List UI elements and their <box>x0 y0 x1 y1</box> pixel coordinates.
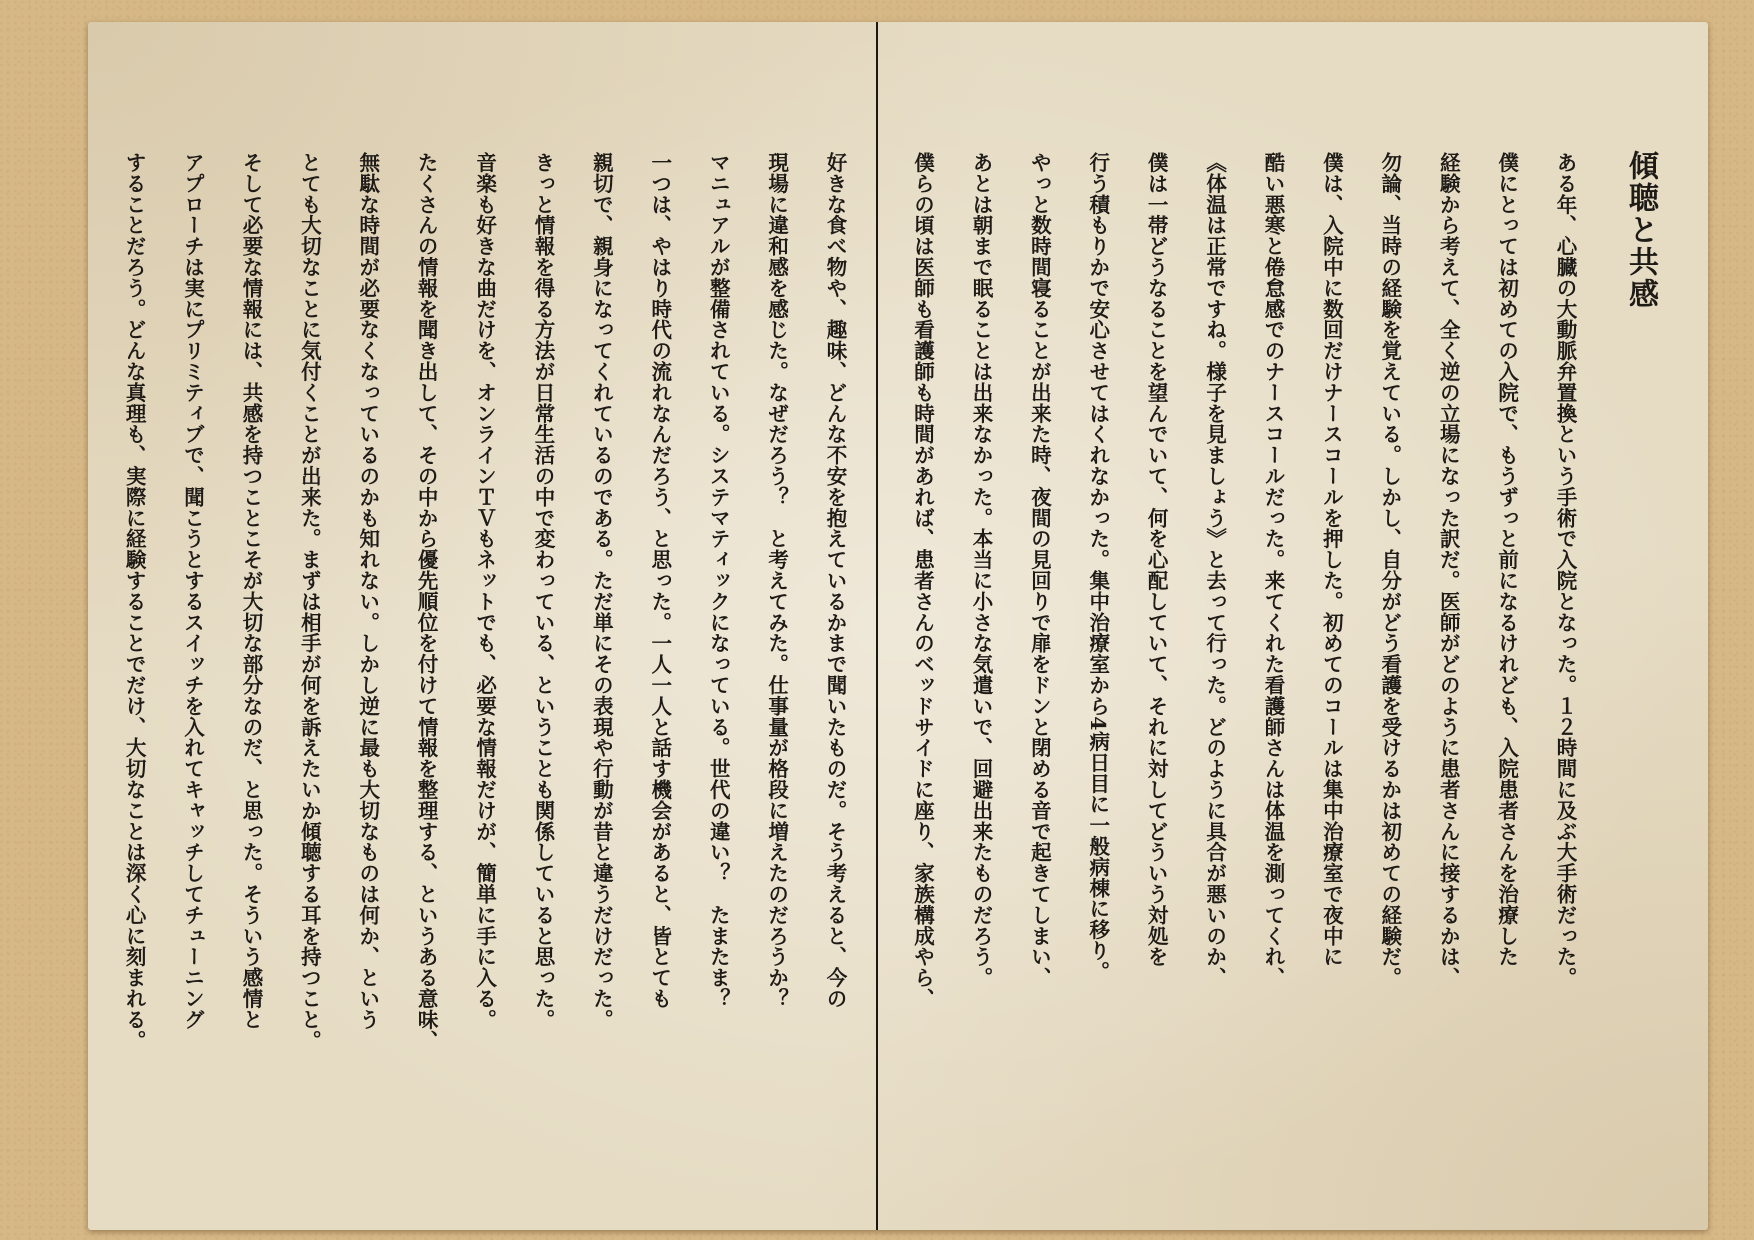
text-line: 僕にとっては初めての入院で、もうずっと前になるけれども、入院患者さんを治療した <box>1494 152 1519 968</box>
text-line: 僕は一帯どうなることを望んでいて、何を心配していて、それに対してどういう対処を <box>1144 152 1169 968</box>
text-line: 音楽も好きな曲だけを、オンラインＴＶもネットでも、必要な情報だけが、簡単に手に入る。 <box>472 152 497 1030</box>
right-page-text <box>893 152 1594 1092</box>
text-line: とても大切なことに気付くことが出来た。まずは相手が何を訴えたいか傾聴する耳を持つこと。 <box>297 152 322 1051</box>
essay-title: 傾聴と共感 <box>1623 150 1658 310</box>
text-line: 無駄な時間が必要なくなっているのかも知れない。しかし逆に最も大切なものは何か、という <box>355 152 380 1030</box>
text-line: 僕は、入院中に数回だけナースコールを押した。初めてのコールは集中治療室で夜中に <box>1319 152 1344 968</box>
text-line: 一つは、やはり時代の流れなんだろう、と思った。一人一人と話す機会があると、皆とても <box>647 152 672 1009</box>
text-line: 好きな食べ物や、趣味、どんな不安を抱えているかまで聞いたものだ。そう考えると、今の <box>823 152 847 1009</box>
text-line: 僕らの頃は医師も看護師も時間があれば、患者さんのベッドサイドに座り、家族構成やら、 <box>910 152 935 1009</box>
text-line: やっと数時間寝ることが出来た時、夜間の見回りで扉をドンと閉める音で起きてしまい、 <box>1027 152 1052 988</box>
center-divider <box>876 22 878 1230</box>
text-line: そして必要な情報には、共感を持つことこそが大切な部分なのだ、と思った。そういう感情と <box>238 152 263 1030</box>
left-page-text <box>105 152 864 1132</box>
text-line: することだろう。どんな真理も、実際に経験することでだけ、大切なことは深く心に刻まれる。 <box>122 152 147 1051</box>
text-line: 現場に違和感を感じた。なぜだろう？ と考えてみた。仕事量が格段に増えたのだろうか？ <box>764 152 789 1009</box>
text-line: あとは朝まで眠ることは出来なかった。本当に小さな気遣いで、回避出来たものだろう。 <box>968 152 993 988</box>
text-line: 酷い悪寒と倦怠感でのナースコールだった。来てくれた看護師さんは体温を測ってくれ、 <box>1260 152 1285 988</box>
text-line: 経験から考えて、全く逆の立場になった訳だ。医師がどのように患者さんに接するかは、 <box>1436 152 1461 988</box>
text-line: マニュアルが整備されている。システマティックになっている。世代の違い？ たまたま？ <box>706 152 731 1009</box>
text-line: 行う積もりかで安心させてはくれなかった。集中治療室から4病日目に一般病棟に移り。 <box>1085 152 1110 982</box>
text-line: 《体温は正常ですね。様子を見ましょう》と去って行った。どのように具合が悪いのか、 <box>1202 152 1227 988</box>
text-line: 勿論、当時の経験を覚えている。しかし、自分がどう看護を受けるかは初めての経験だ。 <box>1377 152 1402 988</box>
text-line: きっと情報を得る方法が日常生活の中で変わっている、ということも関係していると思った。 <box>530 152 555 1030</box>
text-line: 親切で、親身になってくれているのである。ただ単にその表現や行動が昔と違うだけだった。 <box>589 152 614 1030</box>
text-line: たくさんの情報を聞き出して、その中から優先順位を付けて情報を整理する、というある意味、 <box>414 152 439 1051</box>
text-line: アプローチは実にプリミティブで、聞こうとするスイッチを入れてキャッチしてチューニング <box>180 152 205 1030</box>
text-line: ある年、心臓の大動脈弁置換という手術で入院となった。１２時間に及ぶ大手術だった。 <box>1553 152 1577 988</box>
